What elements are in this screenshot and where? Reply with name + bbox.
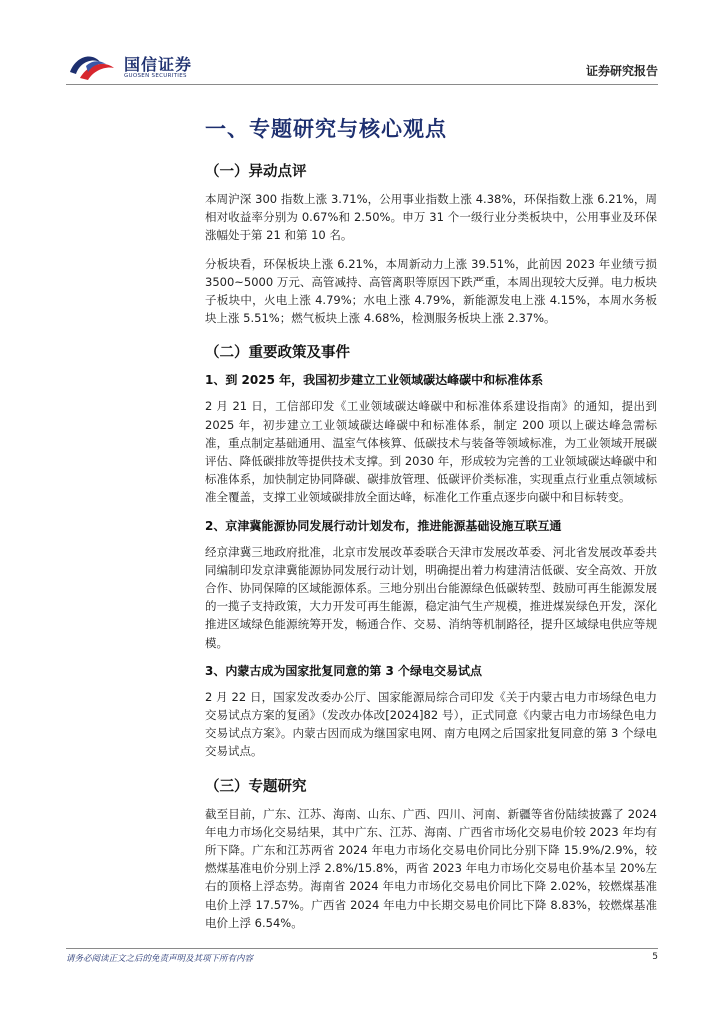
brand-name-cn: 国信证券 (124, 55, 193, 74)
subsection-title-3: （三）专题研究 (205, 778, 307, 795)
subsection-title-2: （二）重要政策及事件 (205, 345, 350, 362)
paragraph: 分板块看，环保板块上涨 6.21%，本周新动力上涨 39.51%，此前因 2023 年业绩亏损 3500~5000 万元、高管减持、高管离职等原因下跌严重，本周出现较大反弹。电力板块子板块中，火电上涨 4.79%；水电上涨 4.79%，新能源发电上涨 4.15%，本周水务板块上涨 5.51%；燃气板块上涨 4.68%，检测服务板块上涨 2.37%。 (205, 256, 657, 326)
paragraph: 本周沪深 300 指数上涨 3.71%，公用事业指数上涨 4.38%，环保指数上涨 6.21%，周相对收益率分别为 0.67%和 2.50%。申万 31 个一级行业分类板块中，公用事业及环保涨幅处于第 21 和第 10 名。 (205, 192, 657, 243)
brand-name-en: GUOSEN SECURITIES (124, 73, 187, 79)
event-heading-3: 3、内蒙古成为国家批复同意的第 3 个绿电交易试点 (205, 663, 483, 678)
header-divider (66, 84, 658, 85)
footer-divider (66, 948, 658, 949)
main-content (205, 112, 657, 932)
event-text-3: 2 月 22 日，国家发改委办公厅、国家能源局综合司印发《关于内蒙古电力市场绿色电力交易试点方案的复函》（发改办体改[2024]82 号），正式同意《内蒙古电力市场绿色电力交易试点方案》。内蒙古因而成为继国家电网、南方电网之后国家批复同意的第 3 个绿电交易试点。 (205, 689, 657, 759)
event-text-1: 2 月 21 日，工信部印发《工业领域碳达峰碳中和标准体系建设指南》的通知，提出到 2025 年，初步建立工业领域碳达峰碳中和标准体系，制定 200 项以上碳达峰急需标准，重点制定基础通用、温室气体核算、低碳技术与装备等领域标准，为工业领域开展碳评估、降低碳排放等提供技术支撑。到 2030 年，形成较为完善的工业领域碳达峰碳中和标准体系，加快制定协同降碳、碳排放管理、低碳评价类标准，实现重点行业重点领域标准全覆盖，支撑工业领域碳排放全面达峰，标准化工作重点逐步向碳中和目标转变。 (205, 399, 657, 505)
guosen-logo (66, 48, 206, 84)
section-title: 一、专题研究与核心观点 (205, 117, 447, 141)
page-number: 5 (652, 952, 658, 962)
report-type: 证券研究报告 (585, 64, 658, 78)
subsection-title-1: （一）异动点评 (205, 164, 307, 180)
event-heading-2: 2、京津冀能源协同发展行动计划发布，推进能源基础设施互联互通 (205, 518, 562, 533)
disclaimer: 请务必阅读正文之后的免责声明及其项下所有内容 (66, 954, 254, 964)
paragraph: 截至目前，广东、江苏、海南、山东、广西、四川、河南、新疆等省份陆续披露了 2024 年电力市场化交易结果，其中广东、江苏、海南、广西省市场化交易电价较 2023 年均有所下降。广东和江苏两省 2024 年电力市场化交易电价同比分别下降 15.9%/2.9%，较燃煤基准电价分别上浮 2.8%/15.8%，两省 2023 年电力市场化交易电价基本呈 20%左右的顶格上浮态势。海南省 2024 年电力市场化交易电价同比下降 2.02%，较燃煤基准电价上浮 17.57%。广西省 2024 年电力中长期交易电价同比下降 8.83%，较燃煤基准电价上浮 6.54%。 (205, 806, 657, 930)
guosen-logo-icon (66, 50, 118, 82)
page-header (66, 48, 658, 84)
event-text-2: 经京津冀三地政府批准，北京市发展改革委联合天津市发展改革委、河北省发展改革委共同编制印发京津冀能源协同发展行动计划，明确提出着力构建清洁低碳、安全高效、开放合作、协同保障的区域能源体系。三地分别出台能源绿色低碳转型、鼓励可再生能源发展的一揽子支持政策，大力开发可再生能源，稳定油气生产规模，推进煤炭绿色开发，深化推进区域绿色能源统筹开发，畅通合作、交易、消纳等机制路径，提升区域绿电供应等规模。 (205, 544, 657, 650)
event-heading-1: 1、到 2025 年，我国初步建立工业领域碳达峰碳中和标准体系 (205, 373, 544, 388)
